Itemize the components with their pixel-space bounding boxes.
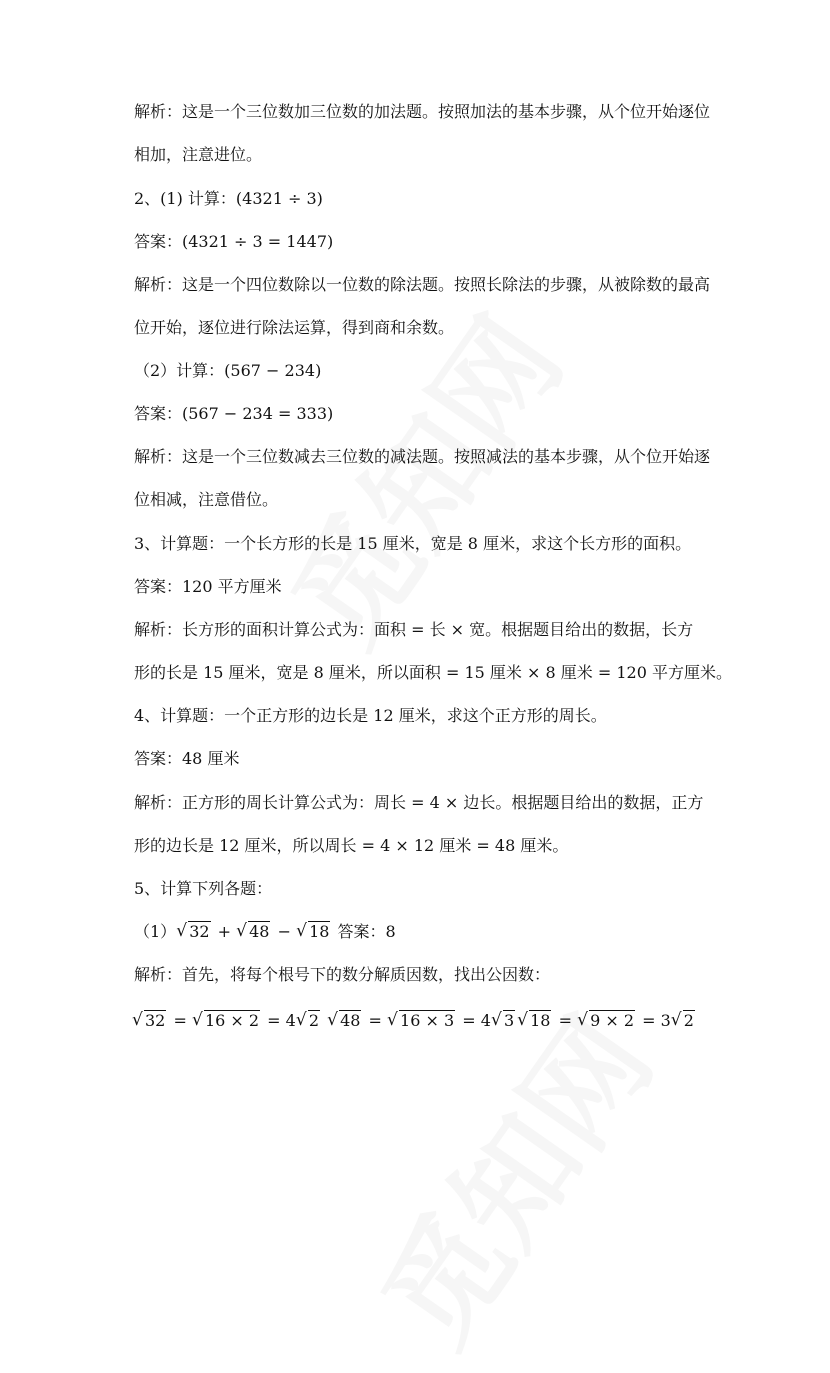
question-3: 3、计算题：一个长方形的长是 15 厘米，宽是 8 厘米，求这个长方形的面积。 <box>134 534 692 553</box>
text-line: 解析：这是一个三位数减去三位数的减法题。按照减法的基本步骤，从个位开始逐 <box>134 447 711 466</box>
answer-2-1: 答案：(4321 ÷ 3 = 1447) <box>134 232 334 251</box>
text-line: 形的边长是 12 厘米，所以周长 = 4 × 12 厘米 = 48 厘米。 <box>134 836 569 855</box>
question-2-1: 2、(1) 计算：(4321 ÷ 3) <box>134 189 323 208</box>
text-line: 相加，注意进位。 <box>134 145 263 164</box>
question-2-2: （2）计算：(567 − 234) <box>134 361 322 380</box>
sqrt: √ 18 <box>296 921 330 943</box>
text-line: 解析：首先，将每个根号下的数分解质因数，找出公因数： <box>134 965 551 984</box>
text-line: 解析：这是一个四位数除以一位数的除法题。按照长除法的步骤，从被除数的最高 <box>134 275 711 294</box>
sqrt: √ 32 <box>176 921 210 943</box>
watermark <box>336 979 683 1373</box>
answer-3: 答案：120 平方厘米 <box>134 577 282 596</box>
answer-5-1: 答案：8 <box>332 922 396 941</box>
answer-2-2: 答案：(567 − 234 = 333) <box>134 404 334 423</box>
question-5-1: （1）√ 32 + √ 48 − √ 18 答案：8 <box>134 921 750 943</box>
text-line: 解析：这是一个三位数加三位数的加法题。按照加法的基本步骤，从个位开始逐位 <box>134 102 711 121</box>
text-line: 位开始，逐位进行除法运算，得到商和余数。 <box>134 318 455 337</box>
text-line: 解析：长方形的面积计算公式为：面积 = 长 × 宽。根据题目给出的数据，长方 <box>134 620 694 639</box>
text-line: 位相减，注意借位。 <box>134 490 279 509</box>
sqrt: √ 48 <box>236 921 270 943</box>
label: （1） <box>134 922 177 941</box>
text-line: 形的长是 15 厘米，宽是 8 厘米，所以面积 = 15 厘米 × 8 厘米 = 120 平方厘米。 <box>134 663 732 682</box>
answer-4: 答案：48 厘米 <box>134 749 240 768</box>
question-4: 4、计算题：一个正方形的边长是 12 厘米，求这个正方形的周长。 <box>134 706 607 725</box>
question-5: 5、计算下列各题： <box>134 879 273 898</box>
text-line: 解析：正方形的周长计算公式为：周长 = 4 × 边长。根据题目给出的数据，正方 <box>134 793 704 812</box>
formula-line: √ 32 = √ 16 × 2 = 4√ 2 √ 48 = √ 16 × 3 = 4√ 3√ 18 = √ 9 × 2 = 3√ 2 <box>132 1010 750 1032</box>
